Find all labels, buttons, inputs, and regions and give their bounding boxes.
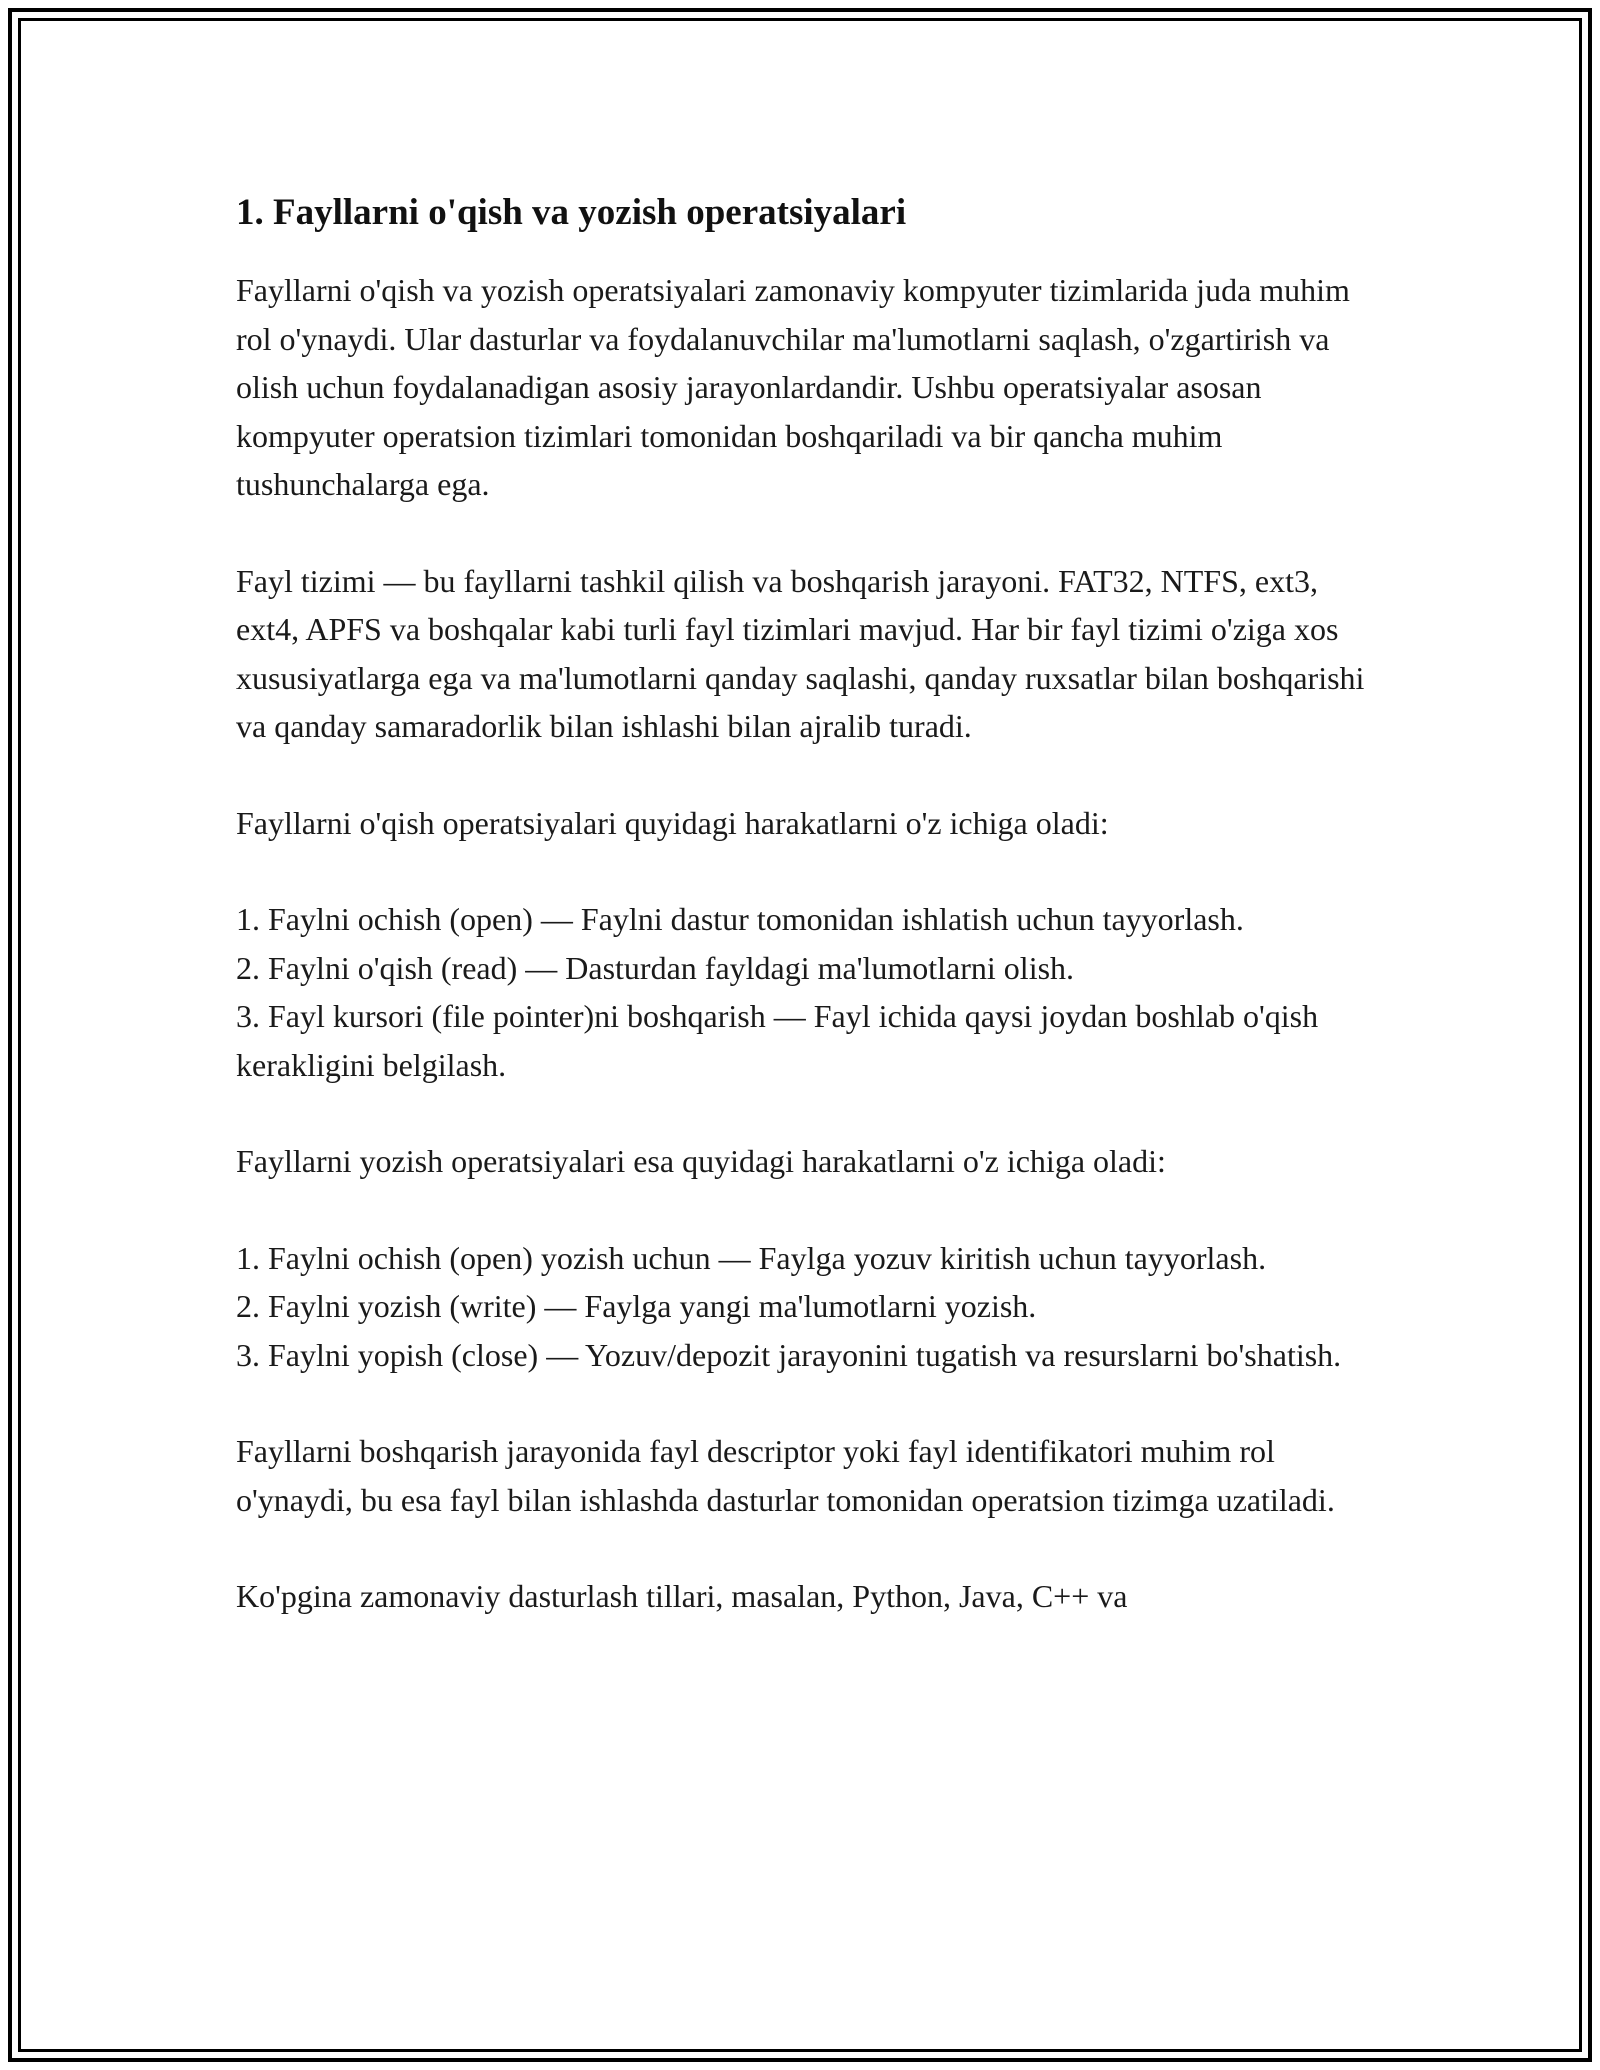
- file-system-paragraph: Fayl tizimi — bu fayllarni tashkil qilish va boshqarish jarayoni. FAT32, NTFS, ext3, ext4, APFS va boshqalar kabi turli fayl tizimlari mavjud. Har bir fayl tizimi o'ziga xos xususiyatlarga ega va ma'lumotlarni qanday saqlashi, qanday ruxsatlar bilan boshqarishi va qanday samaradorlik bilan ishlashi bilan ajralib turadi.: [236, 562, 1365, 744]
- descriptor-paragraph: Fayllarni boshqarish jarayonida fayl descriptor yoki fayl identifikatori muhim rol o'ynaydi, bu esa fayl bilan ishlashda dasturlar tomonidan operatsion tizimga uzatiladi.: [236, 1433, 1335, 1518]
- list-item: 2. Faylni yozish (write) — Faylga yangi ma'lumotlarni yozish.: [236, 1288, 1037, 1324]
- write-operations-list: [236, 1234, 1366, 1380]
- list-item: 3. Faylni yopish (close) — Yozuv/depozit jarayonini tugatish va resurslarni bo'shatish.: [236, 1336, 1342, 1373]
- intro-paragraph: Fayllarni o'qish va yozish operatsiyalari zamonaviy kompyuter tizimlarida juda muhim rol o'ynaydi. Ular dasturlar va foydalanuvchilar ma'lumotlarni saqlash, o'zgartirish va olish uchun foydalanadigan asosiy jarayonlardandir. Ushbu operatsiyalar asosan kompyuter operatsion tizimlari tomonidan boshqariladi va bir qancha muhim tushunchalarga ega.: [236, 272, 1350, 502]
- list-item: 1. Faylni ochish (open) yozish uchun — Faylga yozuv kiritish uchun tayyorlash.: [236, 1239, 1267, 1276]
- list-item: 1. Faylni ochish (open) — Faylni dastur tomonidan ishlatish uchun tayyorlash.: [236, 901, 1244, 937]
- list-item: 3. Fayl kursori (file pointer)ni boshqarish — Fayl ichida qaysi joydan boshlab o'qish kerakligini belgilash.: [236, 998, 1319, 1083]
- languages-paragraph: Ko'pgina zamonaviy dasturlash tillari, masalan, Python, Java, C++ va: [236, 1578, 1128, 1614]
- read-intro-paragraph: Fayllarni o'qish operatsiyalari quyidagi harakatlarni o'z ichiga oladi:: [236, 804, 1109, 841]
- document-body: [236, 186, 1366, 1669]
- write-intro-paragraph: Fayllarni yozish operatsiyalari esa quyidagi harakatlarni o'z ichiga oladi:: [236, 1143, 1166, 1179]
- list-item: 2. Faylni o'qish (read) — Dasturdan fayldagi ma'lumotlarni olish.: [236, 949, 1075, 986]
- read-operations-list: [236, 895, 1366, 1089]
- document-title: 1. Fayllarni o'qish va yozish operatsiyalari: [236, 192, 907, 233]
